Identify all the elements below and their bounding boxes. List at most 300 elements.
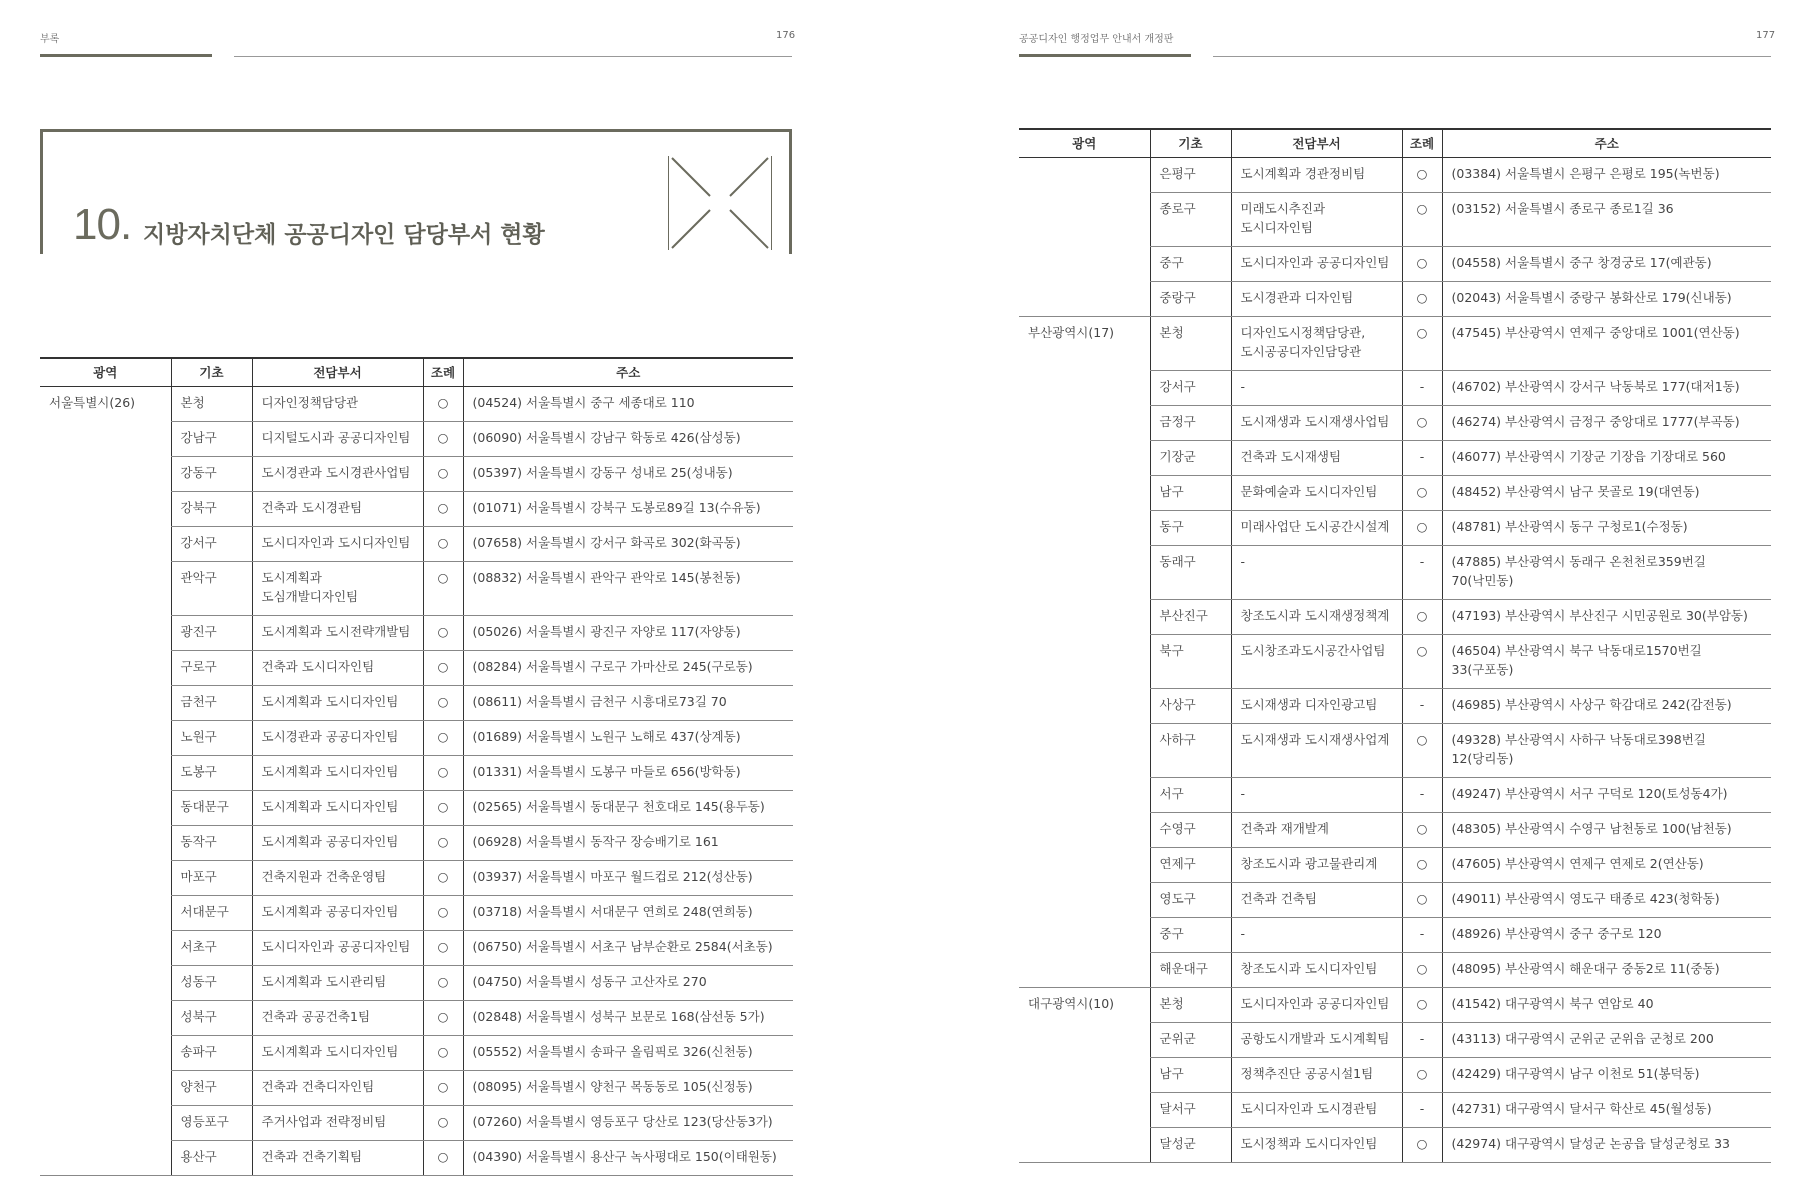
- ordinance-cell: ○: [423, 526, 463, 561]
- basic-cell: 금천구: [171, 685, 252, 720]
- address-cell: (01071) 서울특별시 강북구 도봉로89길 13(수유동): [463, 491, 793, 526]
- table-row: [40, 1000, 793, 1035]
- table-row: [40, 1035, 793, 1070]
- ordinance-cell: ○: [423, 561, 463, 615]
- address-cell: (07658) 서울특별시 강서구 화곡로 302(화곡동): [463, 526, 793, 561]
- dept-cell: 도시계획과 도시전략개발팀: [252, 615, 423, 650]
- dept-cell: 도시계획과 경관정비팀: [1231, 157, 1402, 192]
- ordinance-cell: ○: [1402, 405, 1442, 440]
- table-row: [40, 386, 793, 421]
- section-number: 10.: [73, 200, 132, 249]
- dept-cell: 건축과 재개발계: [1231, 812, 1402, 847]
- region-cell: [1019, 545, 1150, 599]
- dept-cell: 도시디자인과 공공디자인팀: [1231, 246, 1402, 281]
- table-row: [1019, 688, 1771, 723]
- address-cell: (49328) 부산광역시 사하구 낙동대로398번길 12(당리동): [1442, 723, 1771, 777]
- dept-cell: 창조도시과 광고물관리계: [1231, 847, 1402, 882]
- left-header-rule: [234, 56, 792, 57]
- address-cell: (42974) 대구광역시 달성군 논공읍 달성군청로 33: [1442, 1127, 1771, 1162]
- address-cell: (42429) 대구광역시 남구 이천로 51(봉덕동): [1442, 1057, 1771, 1092]
- address-cell: (02565) 서울특별시 동대문구 천호대로 145(용두동): [463, 790, 793, 825]
- address-cell: (04750) 서울특별시 성동구 고산자로 270: [463, 965, 793, 1000]
- table-row: [1019, 440, 1771, 475]
- basic-cell: 서구: [1150, 777, 1231, 812]
- region-cell: [40, 1140, 171, 1175]
- ordinance-cell: ○: [1402, 316, 1442, 370]
- region-cell: [40, 1105, 171, 1140]
- table-row: [1019, 405, 1771, 440]
- table-row: [40, 790, 793, 825]
- dept-cell: -: [1231, 917, 1402, 952]
- address-cell: (08832) 서울특별시 관악구 관악로 145(봉천동): [463, 561, 793, 615]
- region-cell: [1019, 1092, 1150, 1127]
- dept-cell: 창조도시과 도시재생정책계: [1231, 599, 1402, 634]
- address-cell: (48781) 부산광역시 동구 구청로1(수정동): [1442, 510, 1771, 545]
- table-row: [40, 615, 793, 650]
- left-header-accent-rule: [40, 54, 212, 57]
- region-cell: [1019, 917, 1150, 952]
- table-row: [40, 526, 793, 561]
- basic-cell: 광진구: [171, 615, 252, 650]
- ordinance-cell: -: [1402, 1092, 1442, 1127]
- dept-cell: 건축과 건축디자인팀: [252, 1070, 423, 1105]
- address-cell: (49247) 부산광역시 서구 구덕로 120(토성동4가): [1442, 777, 1771, 812]
- basic-cell: 강서구: [171, 526, 252, 561]
- region-cell: [1019, 1127, 1150, 1162]
- dept-cell: 도시계획과 도심개발디자인팀: [252, 561, 423, 615]
- ordinance-cell: ○: [423, 1000, 463, 1035]
- address-cell: (01689) 서울특별시 노원구 노해로 437(상계동): [463, 720, 793, 755]
- basic-cell: 영등포구: [171, 1105, 252, 1140]
- col-header-address: 주소: [463, 358, 793, 386]
- table-row: [40, 895, 793, 930]
- address-cell: (48452) 부산광역시 남구 못골로 19(대연동): [1442, 475, 1771, 510]
- region-cell: [1019, 777, 1150, 812]
- table-row: [1019, 1127, 1771, 1162]
- region-cell: [40, 790, 171, 825]
- table-row: [40, 685, 793, 720]
- basic-cell: 사상구: [1150, 688, 1231, 723]
- col-header-dept: 전담부서: [252, 358, 423, 386]
- basic-cell: 금정구: [1150, 405, 1231, 440]
- table-row: [1019, 812, 1771, 847]
- table-row: [1019, 316, 1771, 370]
- address-cell: (46274) 부산광역시 금정구 중앙대로 1777(부곡동): [1442, 405, 1771, 440]
- table-row: [1019, 777, 1771, 812]
- table-row: [40, 1140, 793, 1175]
- basic-cell: 성북구: [171, 1000, 252, 1035]
- dept-cell: 건축과 도시재생팀: [1231, 440, 1402, 475]
- address-cell: (06928) 서울특별시 동작구 장승배기로 161: [463, 825, 793, 860]
- basic-cell: 서초구: [171, 930, 252, 965]
- basic-cell: 노원구: [171, 720, 252, 755]
- address-cell: (04390) 서울특별시 용산구 녹사평대로 150(이태원동): [463, 1140, 793, 1175]
- basic-cell: 동대문구: [171, 790, 252, 825]
- dept-cell: -: [1231, 777, 1402, 812]
- ordinance-cell: ○: [423, 421, 463, 456]
- address-cell: (04558) 서울특별시 중구 창경궁로 17(예관동): [1442, 246, 1771, 281]
- dept-cell: 도시재생과 도시재생사업계: [1231, 723, 1402, 777]
- dept-cell: 건축지원과 건축운영팀: [252, 860, 423, 895]
- left-table-body: [40, 386, 793, 1175]
- address-cell: (03718) 서울특별시 서대문구 연희로 248(연희동): [463, 895, 793, 930]
- region-cell: [40, 930, 171, 965]
- table-row: [40, 825, 793, 860]
- dept-cell: 미래사업단 도시공간시설계: [1231, 510, 1402, 545]
- table-row: [40, 755, 793, 790]
- ordinance-cell: -: [1402, 1022, 1442, 1057]
- dept-cell: 주거사업과 전략정비팀: [252, 1105, 423, 1140]
- dept-cell: 디자인도시정책담당관, 도시공공디자인담당관: [1231, 316, 1402, 370]
- region-cell: [40, 561, 171, 615]
- basic-cell: 본청: [1150, 987, 1231, 1022]
- address-cell: (03384) 서울특별시 은평구 은평로 195(녹번동): [1442, 157, 1771, 192]
- table-row: [1019, 917, 1771, 952]
- ordinance-cell: -: [1402, 370, 1442, 405]
- table-row: [40, 965, 793, 1000]
- address-cell: (48926) 부산광역시 중구 중구로 120: [1442, 917, 1771, 952]
- basic-cell: 종로구: [1150, 192, 1231, 246]
- dept-cell: 도시경관과 도시경관사업팀: [252, 456, 423, 491]
- basic-cell: 동구: [1150, 510, 1231, 545]
- address-cell: (42731) 대구광역시 달서구 학산로 45(월성동): [1442, 1092, 1771, 1127]
- region-cell: [1019, 882, 1150, 917]
- section-title: 지방자치단체 공공디자인 담당부서 현황: [143, 222, 545, 248]
- ordinance-cell: ○: [423, 685, 463, 720]
- basic-cell: 송파구: [171, 1035, 252, 1070]
- left-page-number: 176: [776, 30, 796, 41]
- basic-cell: 동작구: [171, 825, 252, 860]
- table-row: [1019, 847, 1771, 882]
- ordinance-cell: ○: [1402, 1127, 1442, 1162]
- basic-cell: 영도구: [1150, 882, 1231, 917]
- table-row: [1019, 599, 1771, 634]
- basic-cell: 연제구: [1150, 847, 1231, 882]
- address-cell: (01331) 서울특별시 도봉구 마들로 656(방학동): [463, 755, 793, 790]
- region-cell: [1019, 440, 1150, 475]
- ordinance-cell: ○: [1402, 1057, 1442, 1092]
- basic-cell: 달성군: [1150, 1127, 1231, 1162]
- region-cell: [40, 650, 171, 685]
- right-page-number: 177: [1756, 30, 1776, 41]
- address-cell: (43113) 대구광역시 군위군 군위읍 군청로 200: [1442, 1022, 1771, 1057]
- address-cell: (08095) 서울특별시 양천구 목동동로 105(신정동): [463, 1070, 793, 1105]
- ordinance-cell: ○: [1402, 157, 1442, 192]
- dept-cell: 정책추진단 공공시설1팀: [1231, 1057, 1402, 1092]
- ordinance-cell: ○: [423, 1070, 463, 1105]
- region-cell: [1019, 370, 1150, 405]
- ordinance-cell: -: [1402, 545, 1442, 599]
- region-cell: [1019, 599, 1150, 634]
- region-cell: [1019, 723, 1150, 777]
- basic-cell: 용산구: [171, 1140, 252, 1175]
- dept-cell: 디자인정책담당관: [252, 386, 423, 421]
- region-cell: [40, 1000, 171, 1035]
- basic-cell: 수영구: [1150, 812, 1231, 847]
- region-cell: [1019, 405, 1150, 440]
- basic-cell: 양천구: [171, 1070, 252, 1105]
- ordinance-cell: ○: [1402, 281, 1442, 316]
- ordinance-cell: ○: [1402, 952, 1442, 987]
- ordinance-cell: ○: [1402, 246, 1442, 281]
- basic-cell: 중구: [1150, 917, 1231, 952]
- region-cell: [40, 720, 171, 755]
- ordinance-cell: ○: [1402, 723, 1442, 777]
- ordinance-cell: -: [1402, 917, 1442, 952]
- basic-cell: 부산진구: [1150, 599, 1231, 634]
- basic-cell: 사하구: [1150, 723, 1231, 777]
- left-page: [0, 0, 900, 1201]
- table-row: [40, 650, 793, 685]
- dept-cell: 미래도시추진과 도시디자인팀: [1231, 192, 1402, 246]
- ordinance-cell: ○: [423, 491, 463, 526]
- ordinance-cell: -: [1402, 688, 1442, 723]
- region-cell: [40, 755, 171, 790]
- dept-cell: 도시경관과 디자인팀: [1231, 281, 1402, 316]
- dept-cell: 도시계획과 도시디자인팀: [252, 1035, 423, 1070]
- ordinance-cell: ○: [1402, 987, 1442, 1022]
- col-header-basic: 기초: [171, 358, 252, 386]
- basic-cell: 서대문구: [171, 895, 252, 930]
- address-cell: (49011) 부산광역시 영도구 태종로 423(청학동): [1442, 882, 1771, 917]
- address-cell: (48305) 부산광역시 수영구 남천동로 100(남천동): [1442, 812, 1771, 847]
- dept-cell: 도시계획과 공공디자인팀: [252, 825, 423, 860]
- address-cell: (05397) 서울특별시 강동구 성내로 25(성내동): [463, 456, 793, 491]
- region-cell: [1019, 847, 1150, 882]
- address-cell: (06090) 서울특별시 강남구 학동로 426(삼성동): [463, 421, 793, 456]
- region-cell: [40, 615, 171, 650]
- region-cell: 대구광역시(10): [1028, 995, 1115, 1011]
- address-cell: (07260) 서울특별시 영등포구 당산로 123(당산동3가): [463, 1105, 793, 1140]
- table-row: [1019, 952, 1771, 987]
- dept-cell: 도시경관과 공공디자인팀: [252, 720, 423, 755]
- address-cell: (04524) 서울특별시 중구 세종대로 110: [463, 386, 793, 421]
- basic-cell: 관악구: [171, 561, 252, 615]
- col-header-basic: 기초: [1150, 129, 1231, 157]
- table-row: [40, 1070, 793, 1105]
- dept-cell: 건축과 건축팀: [1231, 882, 1402, 917]
- dept-cell: 도시계획과 도시관리팀: [252, 965, 423, 1000]
- table-row: [40, 421, 793, 456]
- table-row: [1019, 370, 1771, 405]
- address-cell: (47605) 부산광역시 연제구 연제로 2(연산동): [1442, 847, 1771, 882]
- address-cell: (08611) 서울특별시 금천구 시흥대로73길 70: [463, 685, 793, 720]
- region-cell: [1019, 475, 1150, 510]
- dept-cell: 건축과 도시경관팀: [252, 491, 423, 526]
- ordinance-cell: ○: [423, 386, 463, 421]
- basic-cell: 동래구: [1150, 545, 1231, 599]
- ordinance-cell: ○: [423, 860, 463, 895]
- dept-cell: 창조도시과 도시디자인팀: [1231, 952, 1402, 987]
- table-row: [1019, 246, 1771, 281]
- address-cell: (46985) 부산광역시 사상구 학감대로 242(감전동): [1442, 688, 1771, 723]
- ordinance-cell: ○: [423, 930, 463, 965]
- ordinance-cell: ○: [1402, 510, 1442, 545]
- dept-cell: 도시디자인과 도시경관팀: [1231, 1092, 1402, 1127]
- table-row: [40, 491, 793, 526]
- right-header-rule: [1213, 56, 1771, 57]
- dept-cell: 도시디자인과 공공디자인팀: [1231, 987, 1402, 1022]
- basic-cell: 강서구: [1150, 370, 1231, 405]
- ordinance-cell: ○: [423, 1105, 463, 1140]
- table-row: [40, 1105, 793, 1140]
- basic-cell: 강북구: [171, 491, 252, 526]
- ordinance-cell: ○: [423, 456, 463, 491]
- region-cell: [1019, 281, 1150, 316]
- table-row: [1019, 987, 1771, 1022]
- basic-cell: 본청: [171, 386, 252, 421]
- basic-cell: 남구: [1150, 1057, 1231, 1092]
- region-cell: [1019, 1057, 1150, 1092]
- table-row: [1019, 1057, 1771, 1092]
- ordinance-cell: ○: [423, 650, 463, 685]
- col-header-dept: 전담부서: [1231, 129, 1402, 157]
- region-cell: [40, 1070, 171, 1105]
- right-header-label: 공공디자인 행정업무 안내서 개정판: [1019, 34, 1174, 45]
- ordinance-cell: ○: [1402, 847, 1442, 882]
- table-row: [1019, 475, 1771, 510]
- right-page: [900, 0, 1804, 1201]
- address-cell: (03937) 서울특별시 마포구 월드컵로 212(성산동): [463, 860, 793, 895]
- region-cell: [1019, 812, 1150, 847]
- region-cell: [1019, 157, 1150, 192]
- ordinance-cell: ○: [1402, 882, 1442, 917]
- ordinance-cell: ○: [423, 1140, 463, 1175]
- basic-cell: 강동구: [171, 456, 252, 491]
- address-cell: (03152) 서울특별시 종로구 종로1길 36: [1442, 192, 1771, 246]
- basic-cell: 북구: [1150, 634, 1231, 688]
- basic-cell: 해운대구: [1150, 952, 1231, 987]
- ordinance-cell: -: [1402, 440, 1442, 475]
- table-row: [1019, 882, 1771, 917]
- ordinance-cell: ○: [423, 790, 463, 825]
- region-cell: [1019, 192, 1150, 246]
- region-cell: [1019, 510, 1150, 545]
- address-cell: (05552) 서울특별시 송파구 올림픽로 326(신천동): [463, 1035, 793, 1070]
- ordinance-cell: -: [1402, 777, 1442, 812]
- table-row: [1019, 192, 1771, 246]
- dept-cell: 문화예술과 도시디자인팀: [1231, 475, 1402, 510]
- address-cell: (47885) 부산광역시 동래구 온천천로359번길 70(낙민동): [1442, 545, 1771, 599]
- basic-cell: 중구: [1150, 246, 1231, 281]
- basic-cell: 성동구: [171, 965, 252, 1000]
- basic-cell: 강남구: [171, 421, 252, 456]
- address-cell: (08284) 서울특별시 구로구 가마산로 245(구로동): [463, 650, 793, 685]
- region-cell: [40, 526, 171, 561]
- left-header-label: 부록: [40, 34, 60, 45]
- basic-cell: 본청: [1150, 316, 1231, 370]
- basic-cell: 남구: [1150, 475, 1231, 510]
- right-table-body: [1019, 157, 1771, 1162]
- address-cell: (06750) 서울특별시 서초구 남부순환로 2584(서초동): [463, 930, 793, 965]
- basic-cell: 기장군: [1150, 440, 1231, 475]
- basic-cell: 도봉구: [171, 755, 252, 790]
- table-row: [40, 720, 793, 755]
- region-cell: [40, 860, 171, 895]
- region-cell: [1019, 246, 1150, 281]
- basic-cell: 달서구: [1150, 1092, 1231, 1127]
- table-row: [40, 456, 793, 491]
- right-header-accent-rule: [1019, 54, 1191, 57]
- basic-cell: 군위군: [1150, 1022, 1231, 1057]
- dept-cell: 공항도시개발과 도시계획팀: [1231, 1022, 1402, 1057]
- address-cell: (46702) 부산광역시 강서구 낙동북로 177(대저1동): [1442, 370, 1771, 405]
- address-cell: (46504) 부산광역시 북구 낙동대로1570번길 33(구포동): [1442, 634, 1771, 688]
- table-row: [1019, 1092, 1771, 1127]
- address-cell: (41542) 대구광역시 북구 연암로 40: [1442, 987, 1771, 1022]
- left-directory-table: [40, 357, 793, 1176]
- dept-cell: 도시계획과 도시디자인팀: [252, 685, 423, 720]
- dept-cell: 건축과 공공건축1팀: [252, 1000, 423, 1035]
- dept-cell: 도시재생과 도시재생사업팀: [1231, 405, 1402, 440]
- region-cell: [40, 1035, 171, 1070]
- ordinance-cell: ○: [1402, 599, 1442, 634]
- ordinance-cell: ○: [423, 615, 463, 650]
- ordinance-cell: ○: [423, 720, 463, 755]
- col-header-ordinance: 조례: [1402, 129, 1442, 157]
- region-cell: [40, 456, 171, 491]
- address-cell: (47193) 부산광역시 부산진구 시민공원로 30(부암동): [1442, 599, 1771, 634]
- address-cell: (02848) 서울특별시 성북구 보문로 168(삼선동 5가): [463, 1000, 793, 1035]
- region-cell: [40, 685, 171, 720]
- region-cell: [1019, 1022, 1150, 1057]
- dept-cell: 도시디자인과 도시디자인팀: [252, 526, 423, 561]
- dept-cell: 도시디자인과 공공디자인팀: [252, 930, 423, 965]
- col-header-region: 광역: [40, 358, 171, 386]
- ordinance-cell: ○: [423, 895, 463, 930]
- dept-cell: 건축과 건축기획팀: [252, 1140, 423, 1175]
- basic-cell: 은평구: [1150, 157, 1231, 192]
- dept-cell: 도시창조과도시공간사업팀: [1231, 634, 1402, 688]
- right-directory-table: [1019, 128, 1771, 1163]
- ordinance-cell: ○: [423, 825, 463, 860]
- address-cell: (05026) 서울특별시 광진구 자양로 117(자양동): [463, 615, 793, 650]
- ordinance-cell: ○: [423, 965, 463, 1000]
- ordinance-cell: ○: [1402, 192, 1442, 246]
- table-row: [1019, 634, 1771, 688]
- dept-cell: 도시재생과 디자인광고팀: [1231, 688, 1402, 723]
- address-cell: (48095) 부산광역시 해운대구 중동2로 11(중동): [1442, 952, 1771, 987]
- table-row: [1019, 510, 1771, 545]
- dept-cell: 도시계획과 공공디자인팀: [252, 895, 423, 930]
- table-row: [1019, 281, 1771, 316]
- ordinance-cell: ○: [1402, 812, 1442, 847]
- region-cell: [40, 491, 171, 526]
- region-cell: [40, 825, 171, 860]
- table-row: [1019, 1022, 1771, 1057]
- dept-cell: 도시계획과 도시디자인팀: [252, 790, 423, 825]
- region-cell: [1019, 634, 1150, 688]
- dept-cell: -: [1231, 370, 1402, 405]
- region-cell: [40, 421, 171, 456]
- region-cell: [1019, 688, 1150, 723]
- col-header-address: 주소: [1442, 129, 1771, 157]
- dept-cell: -: [1231, 545, 1402, 599]
- dept-cell: 도시계획과 도시디자인팀: [252, 755, 423, 790]
- address-cell: (46077) 부산광역시 기장군 기장읍 기장대로 560: [1442, 440, 1771, 475]
- ordinance-cell: ○: [1402, 634, 1442, 688]
- table-row: [1019, 157, 1771, 192]
- region-cell: 부산광역시(17): [1028, 324, 1115, 340]
- ordinance-cell: ○: [1402, 475, 1442, 510]
- table-row: [40, 561, 793, 615]
- col-header-region: 광역: [1019, 129, 1150, 157]
- region-cell: [1019, 952, 1150, 987]
- basic-cell: 중랑구: [1150, 281, 1231, 316]
- col-header-ordinance: 조례: [423, 358, 463, 386]
- section-title-box: [40, 129, 792, 254]
- decorative-frame-icon: [668, 154, 772, 252]
